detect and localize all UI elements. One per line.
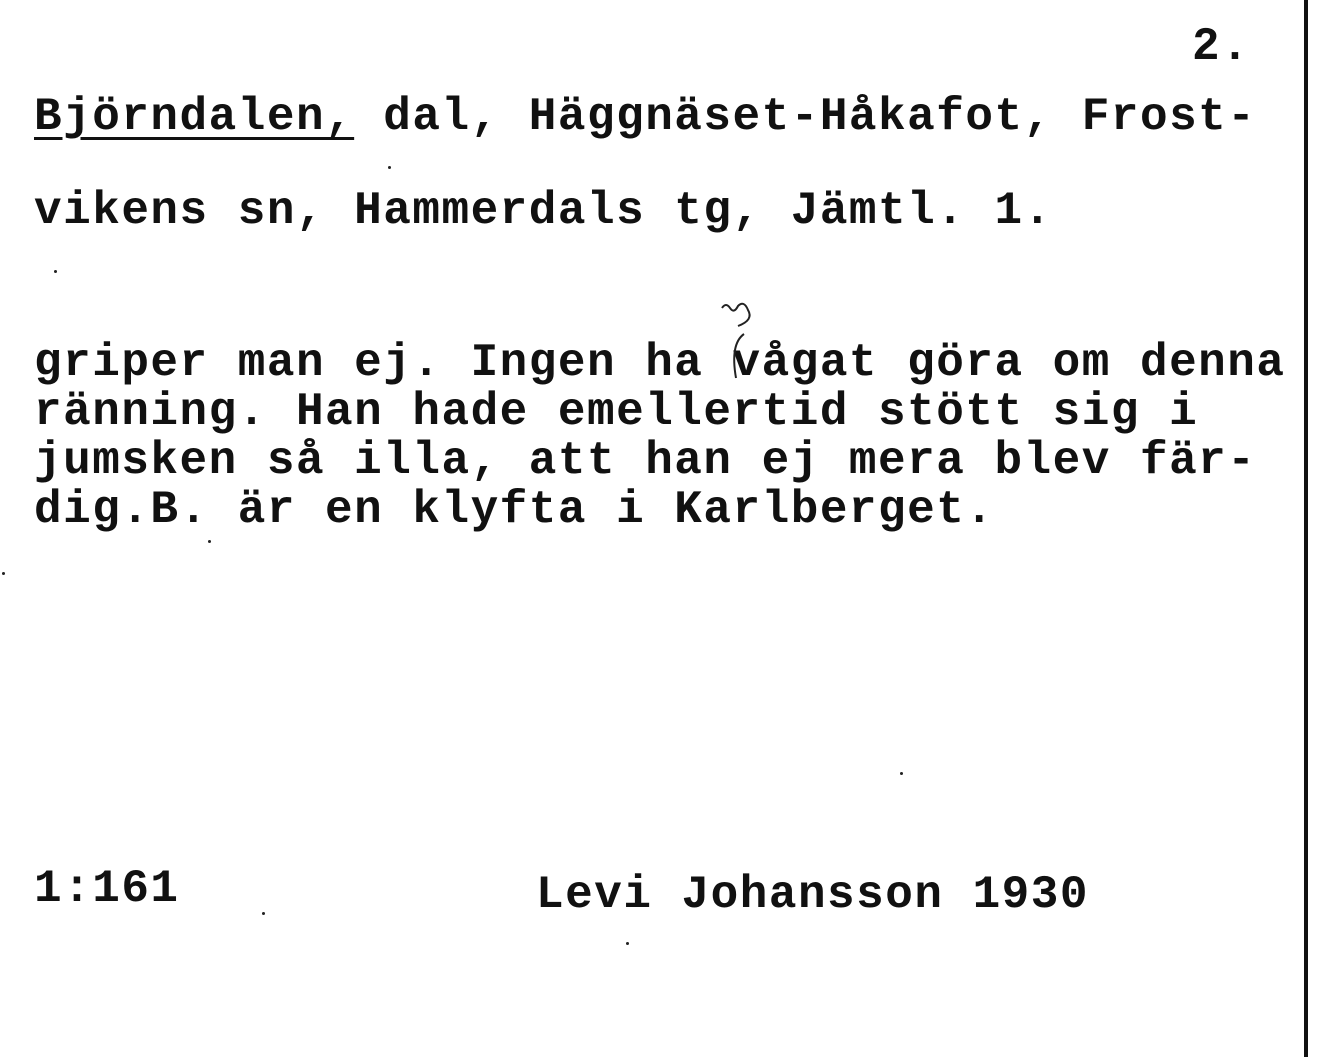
card-right-edge <box>1304 0 1308 1057</box>
author-and-year: Levi Johansson 1930 <box>536 869 1089 921</box>
body-line-2: ränning. Han hade emellertid stött sig i <box>34 386 1199 438</box>
paper-speck <box>262 912 265 915</box>
paper-speck <box>54 270 57 273</box>
paper-speck <box>208 540 211 543</box>
body-line-3: jumsken så illa, att han ej mera blev fär- <box>34 435 1257 487</box>
page-number: 2. <box>1192 21 1251 73</box>
entry-location: vikens sn, Hammerdals tg, Jämtl. 1. <box>34 185 1053 237</box>
paper-speck <box>388 166 391 169</box>
body-line-4: dig.B. är en klyfta i Karlberget. <box>34 484 995 536</box>
paper-speck <box>900 772 903 775</box>
paper-speck <box>626 942 629 945</box>
entry-heading <box>34 91 1257 143</box>
reference-number: 1:161 <box>34 863 180 915</box>
heading-description: dal, Häggnäset-Håkafot, Frost- <box>354 91 1257 143</box>
body-line-1: griper man ej. Ingen ha vågat göra om denna <box>34 337 1286 389</box>
paper-speck <box>2 572 5 575</box>
handwritten-insertion-mark <box>718 300 778 390</box>
headword: Björndalen, <box>34 91 355 143</box>
